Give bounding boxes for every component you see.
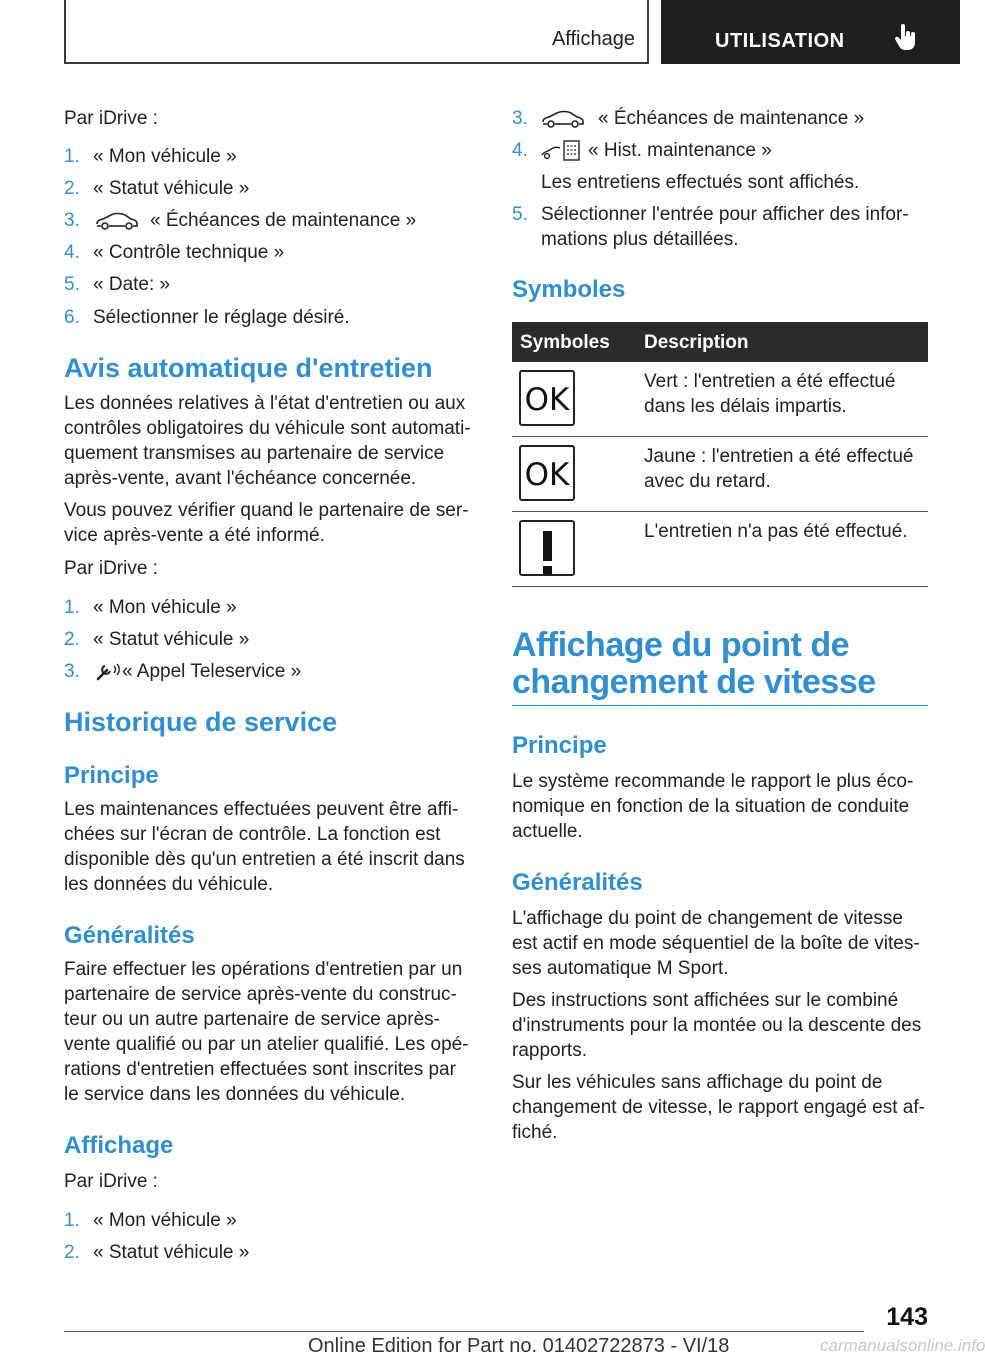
column-header-symbols: Symboles [520, 332, 610, 353]
subsection-heading: Généralités [512, 869, 643, 896]
ok-symbol-green: OK [519, 370, 575, 426]
ok-symbol-yellow: OK [519, 445, 575, 501]
list-note: Les entretiens effectués sont affichés. [541, 172, 860, 193]
wrench-signal-icon [96, 661, 122, 681]
paragraph: Le système recommande le rapport le plus éco‐ nomique en fonction de la situation de conduite actuelle. [512, 771, 914, 842]
subsection-heading: Affichage [64, 1132, 174, 1159]
paragraph: Vous pouvez vérifier quand le partenaire de ser‐ vice après-vente a été informé. [64, 500, 469, 546]
footer-edition: Online Edition for Part no. 01402722873 - VI/18 [308, 1335, 730, 1357]
paragraph: Sur les véhicules sans affichage du point de changement de vitesse, le rapport engagé est af‐ fiché. [512, 1072, 925, 1143]
page-number: 143 [886, 1303, 928, 1331]
car-list-icon [541, 139, 581, 161]
paragraph: Les maintenances effectuées peuvent être affi‐ chées sur l'écran de contrôle. La fonction est disponible dès qu'un entretien a été inscrit dans les données du véhicule. [64, 799, 465, 895]
paragraph: Des instructions sont affichées sur le combiné d'instruments pour la montée ou la descente des rapports. [512, 990, 922, 1061]
paragraph: Les données relatives à l'état d'entretien ou aux contrôles obligatoires du véhicule sont automati‐ quement transmises au partenaire de service après-vente, avant l'échéance concernée. [64, 393, 471, 489]
table-row: L'entretien n'a pas été effectué. [512, 512, 928, 587]
exclamation-icon [519, 520, 575, 576]
section-heading: Avis automatique d'entretien [64, 353, 433, 383]
chapter-tab[interactable] [661, 0, 960, 64]
car-icon [95, 212, 139, 230]
section-title: Affichage [551, 28, 635, 50]
subsection-heading: Principe [512, 732, 607, 759]
subsection-heading: Principe [64, 762, 159, 789]
car-icon [541, 110, 585, 128]
intro-label: Par iDrive : [64, 108, 158, 129]
pointing-hand-icon [895, 24, 917, 52]
paragraph-label: Par iDrive : [64, 558, 158, 579]
watermark: carmanualsonline.info [820, 1336, 985, 1355]
paragraph-label: Par iDrive : [64, 1171, 158, 1192]
chapter-label: UTILISATION [715, 30, 845, 52]
column-header-description: Description [644, 332, 749, 353]
paragraph: Faire effectuer les opérations d'entretien par un partenaire de service après-vente du construc‐ teur ou un autre partenaire de service après- vente qualifié ou par un atelier qualifié. Les opé‐ rations d'entretien effectuées sont inscrites par le service dans les données du véhicule. [64, 959, 469, 1105]
subsection-heading: Généralités [64, 922, 195, 949]
table-row: OK Jaune : l'entretien a été effectué avec du retard. [512, 437, 928, 512]
heading-rule [512, 705, 928, 706]
section-heading: Historique de service [64, 707, 338, 737]
subsection-heading: Symboles [512, 276, 626, 303]
table-row: OK Vert : l'entretien a été effectué dans les délais impartis. [512, 362, 928, 437]
table-header [512, 322, 928, 362]
footer-rule [64, 1331, 864, 1332]
paragraph: L'affichage du point de changement de vitesse est actif en mode séquentiel de la boîte de vites‐ ses automatique M Sport. [512, 908, 920, 979]
chapter-heading: Affichage du point de changement de vitesse [512, 626, 876, 701]
